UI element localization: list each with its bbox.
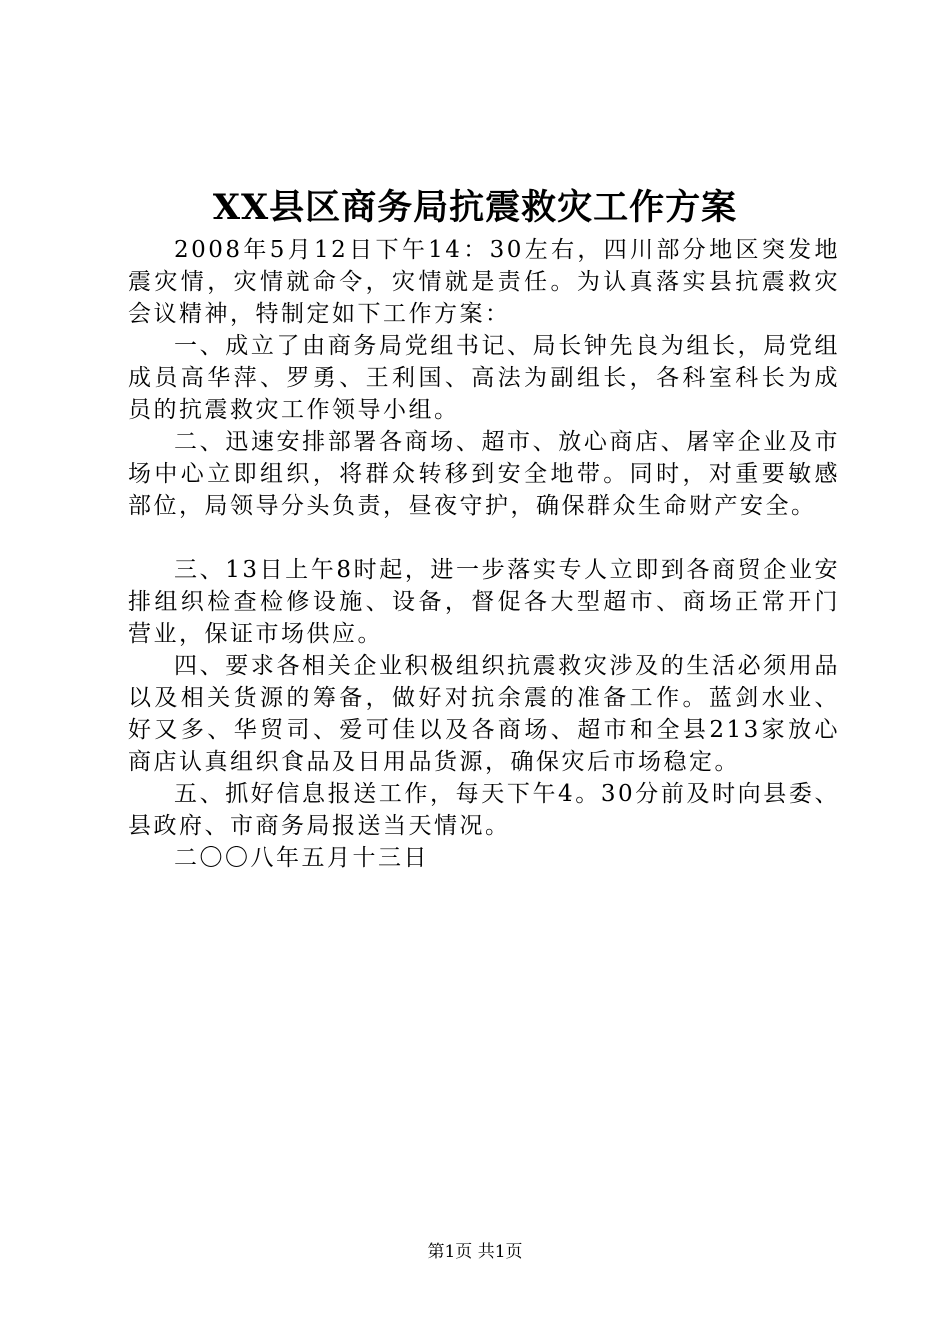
document-date: 二〇〇八年五月十三日 — [174, 845, 429, 871]
paragraph-item-1: 一、成立了由商务局党组书记、局长钟先良为组长，局党组成员高华萍、罗勇、王利国、高法为副组长，各科室科长为成员的抗震救灾工作领导小组。 — [128, 333, 840, 423]
paragraph-intro: 2008年5月12日下午14：30左右，四川部分地区突发地震灾情，灾情就命令，灾情就是责任。为认真落实县抗震救灾会议精神，特制定如下工作方案： — [128, 237, 840, 327]
paragraph-item-4: 四、要求各相关企业积极组织抗震救灾涉及的生活必须用品以及相关货源的筹备，做好对抗余震的准备工作。蓝剑水业、好又多、华贸司、爱可佳以及各商场、超市和全县213家放心商店认真组织食品及日用品货源，确保灾后市场稳定。 — [128, 653, 840, 775]
paragraph-spacer — [128, 522, 840, 554]
paragraph-item-3: 三、13日上午8时起，进一步落实专人立即到各商贸企业安排组织检查检修设施、设备，督促各大型超市、商场正常开门营业，保证市场供应。 — [128, 557, 840, 647]
document-body — [128, 234, 840, 874]
paragraph-item-5: 五、抓好信息报送工作，每天下午4。30分前及时向县委、县政府、市商务局报送当天情况。 — [128, 781, 840, 839]
document-title: XX县区商务局抗震救灾工作方案 — [212, 187, 738, 228]
page-footer: 第1页 共1页 — [427, 1242, 523, 1262]
paragraph-item-2: 二、迅速安排部署各商场、超市、放心商店、屠宰企业及市场中心立即组织，将群众转移到安全地带。同时，对重要敏感部位，局领导分头负责，昼夜守护，确保群众生命财产安全。 — [128, 429, 840, 519]
